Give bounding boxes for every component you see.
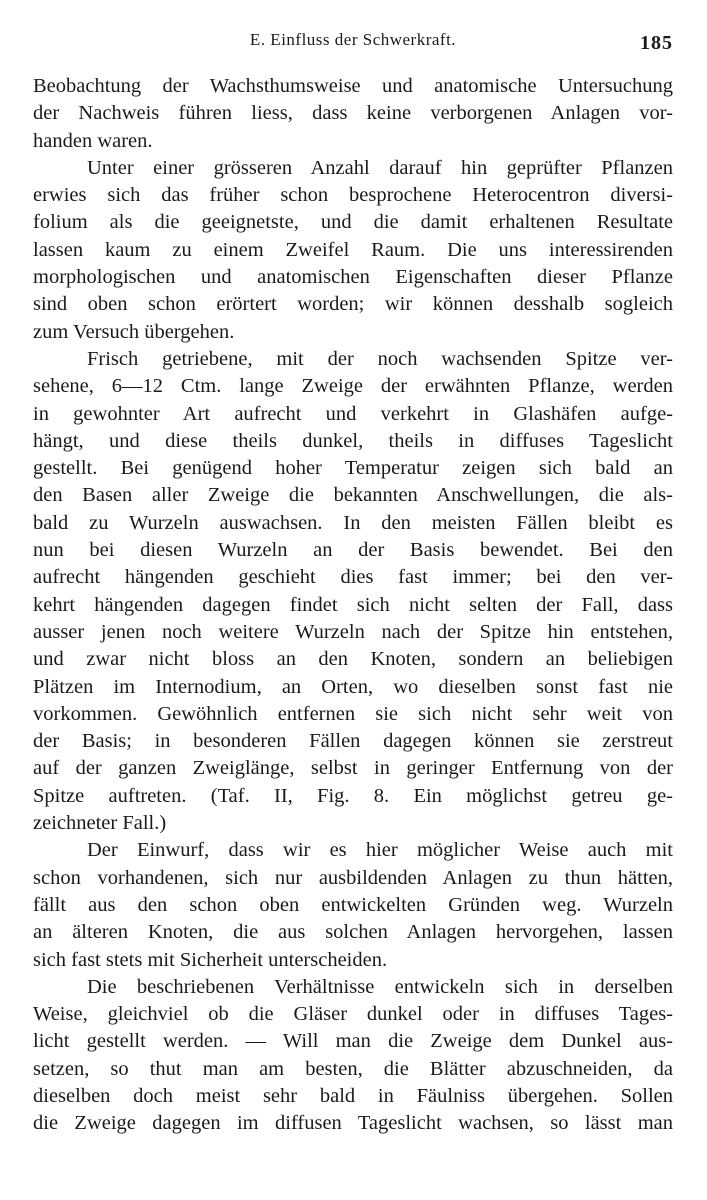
text-line: licht gestellt werden. — Will man die Zweige dem Dunkel aus- (33, 1030, 673, 1053)
paragraph (33, 346, 673, 837)
text-line: morphologischen und anatomischen Eigenschaften dieser Pflanze (33, 266, 673, 289)
body-text (33, 73, 673, 1138)
text-line: zeichneter Fall.) (33, 812, 167, 835)
running-title: E. Einfluss der Schwerkraft. (249, 30, 457, 49)
text-line: fällt aus den schon oben entwickelten Gründen weg. Wurzeln (33, 893, 673, 916)
text-line: nun bei diesen Wurzeln an der Basis bewendet. Bei den (33, 539, 673, 562)
text-line: sehene, 6—12 Ctm. lange Zweige der erwähnten Pflanze, werden (33, 375, 673, 398)
paragraph (33, 837, 673, 973)
text-line: handen waren. (33, 129, 153, 152)
text-line: die Zweige dagegen im diffusen Tageslicht wachsen, so lässt man (33, 1112, 673, 1135)
text-line: aufrecht hängenden geschieht dies fast immer; bei den ver- (33, 566, 673, 589)
text-line: folium als die geeignetste, und die damit erhaltenen Resultate (33, 211, 673, 234)
paragraph (33, 73, 673, 155)
text-line: und zwar nicht bloss an den Knoten, sondern an beliebigen (33, 648, 673, 671)
page-number: 185 (640, 32, 673, 54)
paragraph (33, 974, 673, 1138)
text-line: setzen, so thut man am besten, die Blätter abzuschneiden, da (33, 1057, 673, 1080)
text-line: der Basis; in besonderen Fällen dagegen können sie zerstreut (33, 730, 673, 753)
text-line: schon vorhandenen, sich nur ausbildenden Anlagen zu thun hätten, (33, 866, 673, 889)
text-line: Weise, gleichviel ob die Gläser dunkel oder in diffuses Tages- (33, 1003, 673, 1026)
text-line: Unter einer grösseren Anzahl darauf hin geprüfter Pflanzen (87, 156, 673, 179)
text-line: sich fast stets mit Sicherheit unterscheiden. (33, 948, 388, 971)
page-header (33, 30, 673, 60)
text-line: den Basen aller Zweige die bekannten Anschwellungen, die als- (33, 484, 673, 507)
text-line: Beobachtung der Wachsthumsweise und anatomische Untersuchung (33, 75, 673, 97)
text-line: Der Einwurf, dass wir es hier möglicher Weise auch mit (87, 839, 673, 862)
text-line: vorkommen. Gewöhnlich entfernen sie sich nicht sehr weit von (33, 702, 673, 725)
text-line: auf der ganzen Zweiglänge, selbst in geringer Entfernung von der (33, 757, 673, 780)
text-line: dieselben doch meist sehr bald in Fäulniss übergehen. Sollen (33, 1084, 673, 1107)
text-line: gestellt. Bei genügend hoher Temperatur zeigen sich bald an (33, 457, 673, 480)
text-line: lassen kaum zu einem Zweifel Raum. Die uns interessirenden (33, 238, 673, 261)
text-line: hängt, und diese theils dunkel, theils in diffuses Tageslicht (33, 429, 673, 452)
text-line: ausser jenen noch weitere Wurzeln nach der Spitze hin entstehen, (33, 620, 673, 643)
text-line: Spitze auftreten. (Taf. II, Fig. 8. Ein möglichst getreu ge- (33, 784, 673, 807)
text-line: der Nachweis führen liess, dass keine verborgenen Anlagen vor- (33, 102, 673, 125)
text-line: bald zu Wurzeln auswachsen. In den meisten Fällen bleibt es (33, 511, 673, 534)
text-line: zum Versuch übergehen. (33, 320, 235, 343)
text-line: erwies sich das früher schon besprochene Heterocentron diversi- (33, 184, 673, 207)
text-line: kehrt hängenden dagegen findet sich nicht selten der Fall, dass (33, 593, 673, 616)
text-line: Frisch getriebene, mit der noch wachsenden Spitze ver- (87, 347, 673, 370)
paragraph (33, 155, 673, 346)
text-line: Plätzen im Internodium, an Orten, wo dieselben sonst fast nie (33, 675, 673, 698)
text-line: sind oben schon erörtert worden; wir können desshalb sogleich (33, 293, 673, 316)
text-line: in gewohnter Art aufrecht und verkehrt in Glashäfen aufge- (33, 402, 673, 425)
text-line: Die beschriebenen Verhältnisse entwickeln sich in derselben (87, 975, 673, 998)
text-line: an älteren Knoten, die aus solchen Anlagen hervorgehen, lassen (33, 921, 673, 944)
